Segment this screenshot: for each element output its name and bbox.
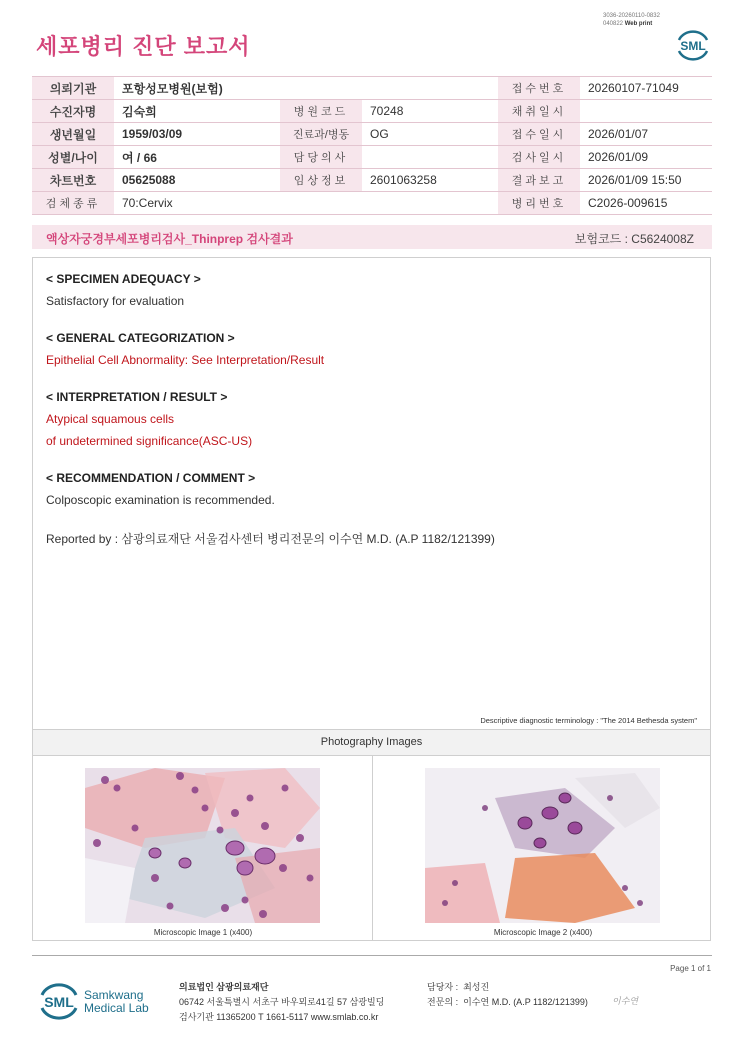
footer-staff-info <box>427 980 588 1010</box>
value-specimen-type: 70:Cervix <box>114 192 498 215</box>
staff-name: 최성진 <box>463 982 490 992</box>
patient-info-table <box>32 76 712 215</box>
doctor-label: 전문의 : <box>427 997 459 1007</box>
org-contact: 검사기관 11365200 T 1661-5117 www.smlab.co.kr <box>179 1012 379 1022</box>
footer-divider <box>32 955 712 956</box>
label-chart-no: 차트번호 <box>32 169 114 192</box>
info-row <box>32 123 712 146</box>
value-requester: 포항성모병원(보험) <box>114 77 498 100</box>
label-test-date: 검사일시 <box>498 146 580 169</box>
footer-sml-logo-icon <box>36 980 82 1022</box>
test-name: 액상자궁경부세포병리검사_Thinprep 검사결과 <box>46 232 293 246</box>
doctor-signature: 이수연 <box>612 996 639 1006</box>
info-row <box>32 192 712 215</box>
footer-logo-text: SML <box>44 994 74 1010</box>
microscopic-image-2 <box>425 768 660 923</box>
label-sex-age: 성별/나이 <box>32 146 114 169</box>
recommendation-text: Colposcopic examination is recommended. <box>46 493 275 507</box>
report-box <box>32 257 711 941</box>
value-result-report: 2026/01/09 15:50 <box>580 169 712 192</box>
interpretation-line-2: of undetermined significance(ASC-US) <box>46 434 253 448</box>
value-pathology-no: C2026-009615 <box>580 192 712 215</box>
brand-line-1: Samkwang <box>84 988 144 1002</box>
photo-header: Photography Images <box>33 729 710 756</box>
footer-org-info <box>179 980 384 1025</box>
label-clinical-info: 임상정보 <box>280 169 362 192</box>
print-code: 040822 <box>603 21 624 27</box>
label-collection-time: 채취일시 <box>498 100 580 123</box>
info-row <box>32 169 712 192</box>
label-specimen-type: 검체종류 <box>32 192 114 215</box>
value-collection-time <box>580 100 712 123</box>
value-department: OG <box>362 123 498 146</box>
label-birthdate: 생년월일 <box>32 123 114 146</box>
adequacy-heading: < SPECIMEN ADEQUACY > <box>46 272 201 286</box>
microscopic-image-1 <box>85 768 320 923</box>
logo-text: SML <box>680 39 706 53</box>
print-id: 3036-20260110-0832 <box>603 13 660 19</box>
footer-brand <box>84 989 149 1015</box>
interpretation-heading: < INTERPRETATION / RESULT > <box>46 390 228 404</box>
general-text: Epithelial Cell Abnormality: See Interpretation/Result <box>46 353 325 367</box>
label-department: 진료과/병동 <box>280 123 362 146</box>
value-sex-age: 여 / 66 <box>114 146 280 169</box>
print-meta <box>603 12 660 28</box>
value-physician <box>362 146 498 169</box>
info-row <box>32 146 712 169</box>
brand-line-2: Medical Lab <box>84 1001 149 1015</box>
label-receipt-time: 접수일시 <box>498 123 580 146</box>
interpretation-line-1: Atypical squamous cells <box>46 412 175 426</box>
info-row <box>32 100 712 123</box>
value-receipt-time: 2026/01/07 <box>580 123 712 146</box>
report-title: 세포병리 진단 보고서 <box>36 34 251 59</box>
general-heading: < GENERAL CATEGORIZATION > <box>46 331 235 345</box>
value-birthdate: 1959/03/09 <box>114 123 280 146</box>
info-row <box>32 77 712 100</box>
adequacy-text: Satisfactory for evaluation <box>46 294 185 308</box>
label-hospital-code: 병원코드 <box>280 100 362 123</box>
label-physician: 담당의사 <box>280 146 362 169</box>
value-receipt-no: 20260107-71049 <box>580 77 712 100</box>
org-address: 06742 서울특별시 서초구 바우뫼로41길 57 삼광빌딩 <box>179 997 385 1007</box>
label-requester: 의뢰기관 <box>32 77 114 100</box>
image-1-caption: Microscopic Image 1 (x400) <box>153 928 253 937</box>
bethesda-note: Descriptive diagnostic terminology : "The 2014 Bethesda system" <box>480 716 697 725</box>
page-number: Page 1 of 1 <box>670 964 711 973</box>
label-result-report: 결과보고 <box>498 169 580 192</box>
recommendation-heading: < RECOMMENDATION / COMMENT > <box>46 471 256 485</box>
label-patient-name: 수진자명 <box>32 100 114 123</box>
test-name-bar <box>32 225 712 249</box>
label-pathology-no: 병리번호 <box>498 192 580 215</box>
sml-logo-icon <box>674 28 712 62</box>
reported-by: Reported by : 삼광의료재단 서울검사센터 병리전문의 이수연 M.D. (A.P 1182/121399) <box>46 532 495 546</box>
insurance-code: 보험코드 : C5624008Z <box>574 232 694 246</box>
value-test-date: 2026/01/09 <box>580 146 712 169</box>
value-patient-name: 김숙희 <box>114 100 280 123</box>
photo-divider <box>372 755 373 941</box>
doctor-name: 이수연 M.D. (A.P 1182/121399) <box>463 997 588 1007</box>
value-clinical-info: 2601063258 <box>362 169 498 192</box>
value-chart-no: 05625088 <box>114 169 280 192</box>
value-hospital-code: 70248 <box>362 100 498 123</box>
label-receipt-no: 접수번호 <box>498 77 580 100</box>
print-label: Web print <box>624 21 653 27</box>
image-2-caption: Microscopic Image 2 (x400) <box>493 928 593 937</box>
org-name: 의료법인 삼광의료재단 <box>179 982 269 992</box>
staff-label: 담당자 : <box>427 982 459 992</box>
